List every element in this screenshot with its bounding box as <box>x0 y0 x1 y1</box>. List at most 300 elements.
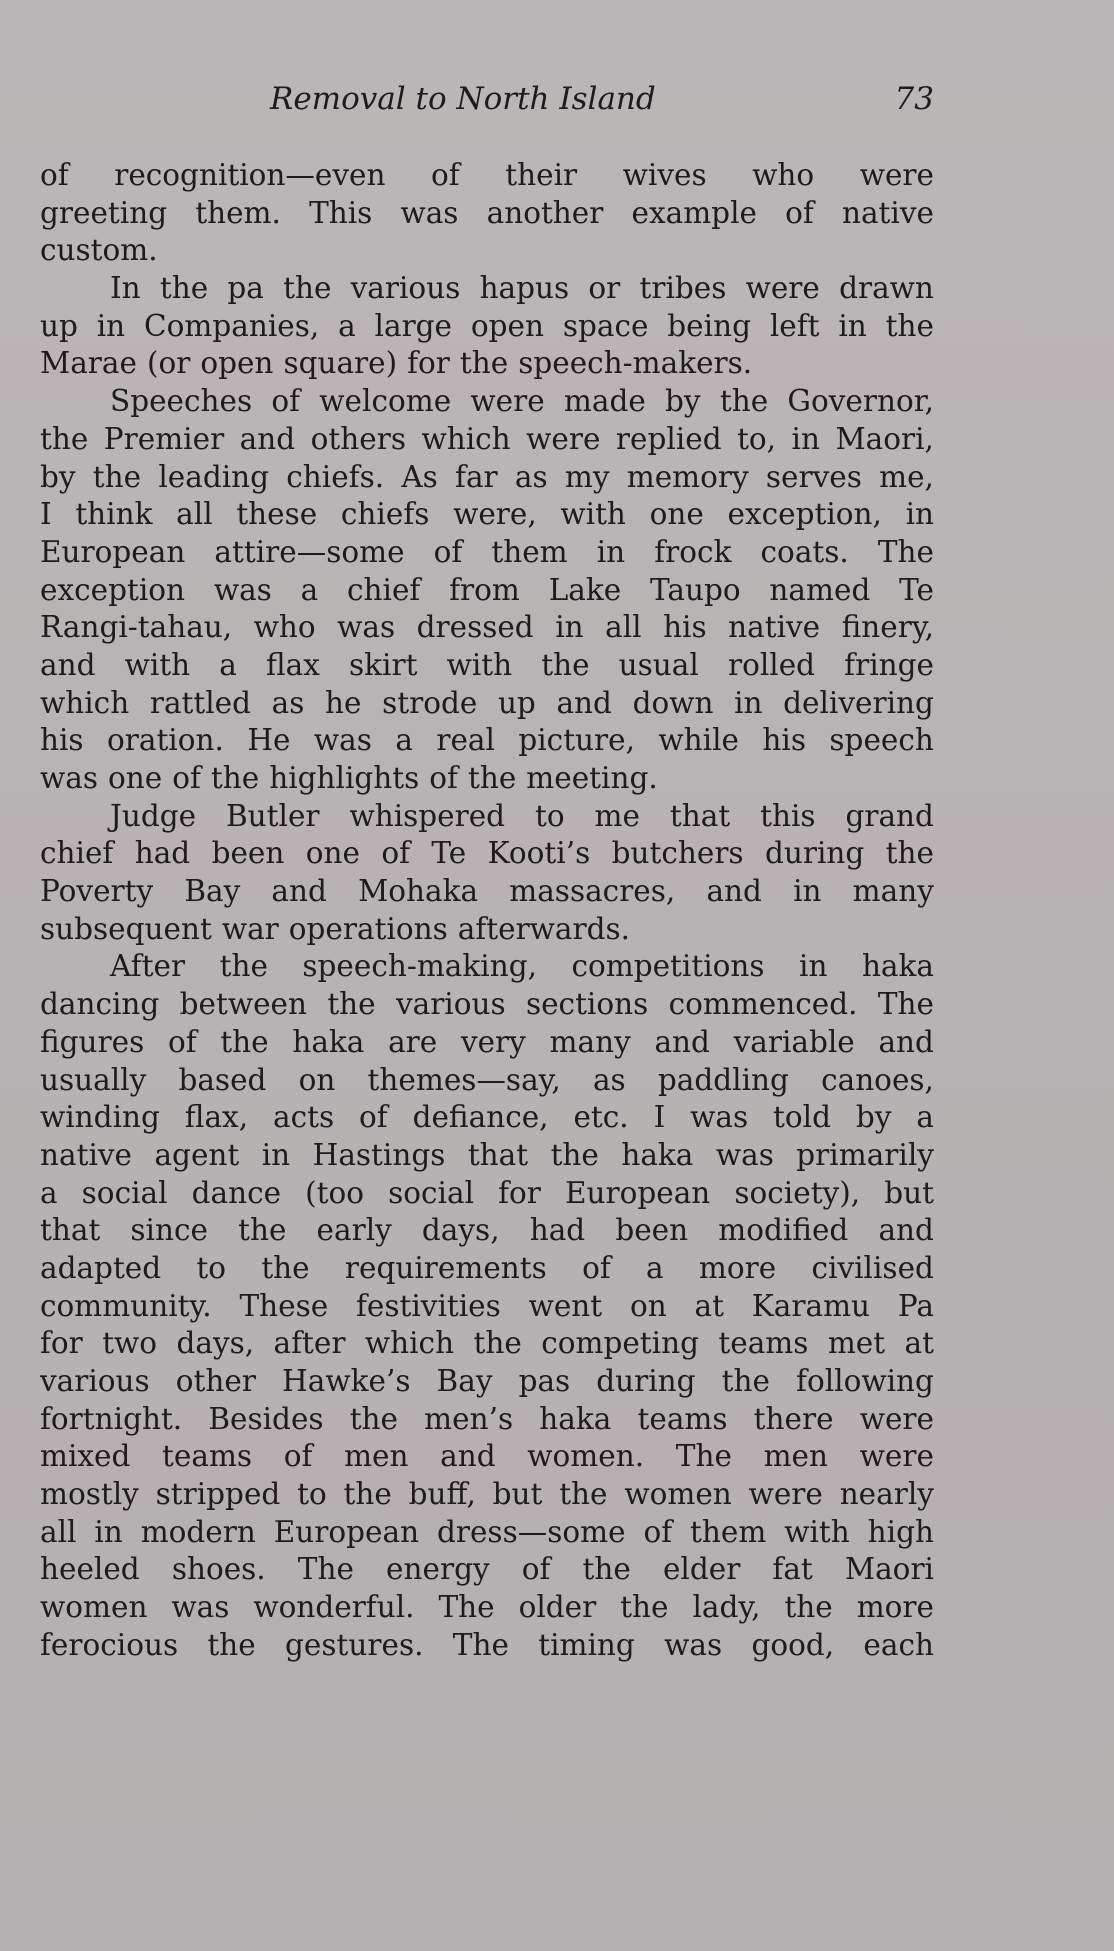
word: was <box>664 1627 723 1662</box>
word: to <box>534 798 565 833</box>
word: was <box>690 1100 749 1135</box>
word: Governor, <box>787 384 934 419</box>
word: good, <box>751 1627 835 1662</box>
word: fat <box>772 1552 813 1587</box>
word: coats. <box>760 534 849 569</box>
word: modified <box>718 1213 849 1248</box>
word: chiefs <box>340 497 430 532</box>
word: by <box>855 1100 892 1135</box>
word: in <box>734 685 763 720</box>
word: I <box>40 497 52 532</box>
word: had <box>529 1213 586 1248</box>
word: open <box>200 346 274 381</box>
word: defiance, <box>412 1100 549 1135</box>
word: met <box>827 1326 886 1361</box>
word: the <box>467 761 517 795</box>
word: modern <box>140 1514 256 1549</box>
word: The <box>297 1552 354 1587</box>
word: figures <box>40 1024 145 1059</box>
word: operations <box>288 911 448 946</box>
word: The <box>877 987 934 1022</box>
text-line <box>40 1325 934 1363</box>
word: been <box>211 836 285 871</box>
word: Butler <box>225 798 320 833</box>
word: The <box>675 1439 732 1474</box>
word: finery, <box>841 610 934 645</box>
word: during <box>764 836 865 871</box>
word: Mohaka <box>358 874 479 909</box>
word: Te <box>899 572 934 607</box>
word: This <box>309 195 373 230</box>
word: recognition—even <box>114 158 386 192</box>
word: that <box>467 1137 529 1172</box>
word: of <box>521 1552 551 1587</box>
word: timing <box>538 1627 635 1662</box>
word: their <box>505 158 578 192</box>
word: leading <box>158 459 270 494</box>
word: based <box>178 1062 267 1097</box>
word: since <box>130 1213 208 1248</box>
word: were <box>526 421 601 456</box>
word: after <box>273 1326 346 1361</box>
word: haka <box>539 1401 612 1436</box>
word: far <box>455 459 498 494</box>
word: The <box>877 534 934 569</box>
word: the <box>620 1590 669 1625</box>
word: shoes. <box>171 1552 266 1587</box>
word: memory <box>626 459 749 494</box>
word: during <box>596 1364 696 1398</box>
word: one <box>107 761 163 795</box>
word: and <box>239 421 296 456</box>
word: greeting <box>40 195 168 230</box>
word: all <box>605 610 642 645</box>
word: them. <box>195 195 281 230</box>
word: was <box>313 723 372 758</box>
word: with <box>446 647 513 682</box>
text-line <box>40 1175 934 1213</box>
word: in <box>838 308 867 343</box>
word: men <box>344 1439 409 1474</box>
word: various <box>350 271 461 306</box>
word: exception, <box>727 497 882 532</box>
text-line <box>40 383 934 421</box>
word: all <box>40 1514 77 1549</box>
text-line <box>40 1250 934 1288</box>
word: very <box>460 1024 526 1059</box>
word: rattled <box>149 685 252 720</box>
word: mixed <box>40 1439 131 1474</box>
word: pa <box>227 271 264 306</box>
word: of <box>429 761 458 795</box>
word: tribes <box>639 271 727 306</box>
text-line <box>40 1401 934 1439</box>
word: social <box>388 1175 475 1210</box>
word: teams <box>162 1439 253 1474</box>
word: Maori, <box>835 421 934 456</box>
word: custom. <box>40 233 158 268</box>
word: primarily <box>796 1137 934 1172</box>
word: strode <box>382 685 478 720</box>
word: Premier <box>103 421 225 456</box>
word: the <box>159 271 209 306</box>
word: in <box>261 1137 291 1172</box>
word: fortnight. <box>40 1401 183 1436</box>
text-line <box>40 911 934 949</box>
word: variable <box>733 1024 855 1059</box>
word: others <box>310 421 406 456</box>
word: usually <box>40 1062 147 1097</box>
word: speech-makers. <box>518 346 753 381</box>
word: older <box>518 1590 597 1625</box>
word: society), <box>734 1175 861 1210</box>
word: replied <box>615 421 722 456</box>
word: ferocious <box>40 1627 179 1662</box>
word: highlights <box>269 761 420 795</box>
word: me, <box>879 459 934 494</box>
word: to <box>297 1477 327 1512</box>
word: but <box>884 1175 934 1210</box>
word: that <box>40 1213 101 1248</box>
word: picture, <box>518 723 635 758</box>
word: native <box>728 610 821 645</box>
word: lady, <box>692 1590 761 1625</box>
word: were <box>748 1477 823 1512</box>
word: were <box>745 271 820 306</box>
word: teams <box>637 1401 728 1436</box>
word: a <box>395 723 413 758</box>
text-line <box>40 760 934 798</box>
text-line <box>40 496 934 534</box>
word: wives <box>622 158 707 192</box>
word: chiefs. <box>286 459 385 494</box>
word: requirements <box>344 1250 547 1285</box>
text-line <box>40 232 934 270</box>
text-line <box>40 685 934 723</box>
word: for <box>40 1326 83 1361</box>
text-line <box>40 986 934 1024</box>
word: the <box>238 1213 287 1248</box>
word: but <box>492 1477 543 1512</box>
word: one <box>305 836 360 871</box>
word: was <box>715 1137 774 1172</box>
word: of <box>433 534 463 569</box>
word: fringe <box>844 647 934 682</box>
word: from <box>449 572 520 607</box>
word: etc. <box>573 1100 629 1135</box>
word: Pa <box>897 1288 934 1323</box>
word: nearly <box>839 1477 934 1512</box>
text-line <box>40 534 934 572</box>
word: were, <box>453 497 537 532</box>
word: in <box>555 610 584 645</box>
word: speech <box>829 723 934 758</box>
word: was <box>171 1590 230 1625</box>
word: other <box>175 1364 256 1398</box>
word: as <box>592 1062 626 1097</box>
word: high <box>867 1514 934 1549</box>
word: wonderful. <box>253 1590 415 1625</box>
text-line <box>40 1288 934 1326</box>
word: delivering <box>783 685 934 720</box>
word: of <box>381 836 411 871</box>
text-line <box>40 572 934 610</box>
text-line <box>40 1514 934 1552</box>
word: a <box>916 1100 934 1135</box>
word: speech-making, <box>302 949 537 984</box>
word: Rangi-tahau, <box>40 610 233 645</box>
word: had <box>134 836 191 871</box>
word: dancing <box>40 987 160 1022</box>
word: in <box>94 1514 123 1549</box>
word: to <box>196 1250 227 1285</box>
word: there <box>753 1401 834 1436</box>
word: meeting. <box>526 761 658 795</box>
word: various <box>40 1364 150 1398</box>
text-line <box>40 1363 934 1401</box>
word: the <box>210 761 260 795</box>
word: As <box>401 459 438 494</box>
word: European <box>564 1175 711 1210</box>
word: competing <box>541 1326 699 1361</box>
word: being <box>667 308 751 343</box>
word: in <box>596 534 626 569</box>
word: as <box>271 685 305 720</box>
word: flax, <box>184 1100 249 1135</box>
word: of <box>167 1024 197 1059</box>
word: the <box>327 987 376 1022</box>
word: welcome <box>319 384 452 419</box>
word: of <box>172 761 201 795</box>
word: I <box>653 1100 666 1135</box>
word: his <box>762 723 806 758</box>
text-line <box>40 459 934 497</box>
word: made <box>563 384 646 419</box>
running-title: Removal to North Island <box>270 81 656 117</box>
word: European <box>273 1514 420 1549</box>
word: civilised <box>811 1250 934 1285</box>
word: the <box>283 271 332 306</box>
word: them <box>491 534 568 569</box>
word: attire—some <box>214 534 405 569</box>
word: on <box>629 1288 667 1323</box>
word: adapted <box>40 1250 162 1285</box>
word: and <box>706 874 762 909</box>
word: at <box>694 1288 724 1323</box>
word: European <box>40 534 186 569</box>
word: teams <box>718 1326 809 1361</box>
word: acts <box>272 1100 335 1135</box>
word: Kooti’s <box>487 836 591 871</box>
word: who <box>253 610 316 645</box>
word: down <box>632 685 714 720</box>
word: think <box>75 497 153 532</box>
word: in <box>799 949 828 984</box>
word: Hawke’s <box>282 1364 411 1398</box>
word: afterwards. <box>457 911 631 946</box>
word: the <box>343 1477 392 1512</box>
word: by <box>40 459 76 494</box>
word: which <box>364 1326 455 1361</box>
word: and <box>556 685 612 720</box>
word: the <box>459 346 509 381</box>
word: in <box>905 497 934 532</box>
word: this <box>760 798 816 833</box>
word: rolled <box>727 647 816 682</box>
word: the <box>550 1137 599 1172</box>
word: to, <box>737 421 777 456</box>
word: community. <box>40 1288 212 1323</box>
word: was <box>400 195 459 230</box>
word: in <box>96 308 126 343</box>
word: usual <box>618 647 699 682</box>
word: open <box>470 308 544 343</box>
word: his <box>663 610 707 645</box>
word: men <box>763 1439 829 1474</box>
word: were <box>859 158 934 192</box>
word: grand <box>845 798 934 833</box>
word: of <box>431 158 460 192</box>
word: women. <box>527 1439 645 1474</box>
word: dressed <box>416 610 534 645</box>
word: the <box>220 1024 269 1059</box>
word: in <box>791 421 820 456</box>
text-line <box>40 157 934 195</box>
word: all <box>176 497 213 532</box>
word: days, <box>421 1213 500 1248</box>
word: the <box>541 647 590 682</box>
text-line <box>40 873 934 911</box>
word: chief <box>40 836 114 871</box>
text-line <box>40 1589 934 1627</box>
word: themes—say, <box>367 1062 561 1097</box>
word: in <box>793 874 822 909</box>
word: women <box>624 1477 732 1512</box>
word: my <box>564 459 610 494</box>
word: various <box>395 987 506 1022</box>
word: In <box>110 271 141 306</box>
word: of <box>283 1439 313 1474</box>
word: the <box>582 1552 631 1587</box>
word: up <box>40 308 78 343</box>
word: canoes, <box>821 1062 934 1097</box>
word: Maori <box>844 1552 934 1587</box>
word: He <box>247 723 291 758</box>
word: winding <box>40 1100 160 1135</box>
word: buff, <box>408 1477 476 1512</box>
word: Karamu <box>751 1288 871 1323</box>
word: and <box>878 1024 934 1059</box>
word: whispered <box>349 798 506 833</box>
word: of <box>582 1250 611 1285</box>
word: that <box>669 798 731 833</box>
word: native <box>40 1137 133 1172</box>
word: me <box>594 798 640 833</box>
word: the <box>559 1477 608 1512</box>
word: flax <box>266 647 320 682</box>
word: these <box>236 497 318 532</box>
word: Besides <box>208 1401 324 1436</box>
word: the <box>885 836 934 871</box>
word: many <box>549 1024 631 1059</box>
word: and <box>271 874 327 909</box>
word: The <box>438 1590 495 1625</box>
word: a <box>219 647 237 682</box>
word: at <box>904 1326 934 1361</box>
word: who <box>752 158 815 192</box>
word: as <box>514 459 548 494</box>
word: were <box>470 384 545 419</box>
word: space <box>562 308 649 343</box>
text-line <box>40 1551 934 1589</box>
body-text <box>40 157 934 1665</box>
word: After <box>110 949 186 984</box>
word: subsequent <box>40 911 212 946</box>
word: exception <box>40 572 186 607</box>
word: haka <box>861 949 934 984</box>
word: (too <box>305 1175 365 1210</box>
text-line <box>40 1438 934 1476</box>
word: the <box>261 1250 310 1285</box>
text-line <box>40 609 934 647</box>
word: drawn <box>839 271 934 306</box>
word: were <box>859 1439 934 1474</box>
running-head <box>0 74 1114 124</box>
text-line <box>40 948 934 986</box>
word: native <box>841 195 934 230</box>
word: of <box>271 384 301 419</box>
word: on <box>298 1062 336 1097</box>
word: paddling <box>657 1062 789 1097</box>
word: commenced. <box>668 987 858 1022</box>
word: haka <box>621 1137 694 1172</box>
word: days, <box>176 1326 255 1361</box>
word: of <box>359 1100 388 1135</box>
word: which <box>40 685 130 720</box>
word: heeled <box>40 1552 140 1587</box>
word: competitions <box>571 949 765 984</box>
word: them <box>690 1514 767 1549</box>
text-line <box>40 647 934 685</box>
word: with <box>784 1514 850 1549</box>
page-number: 73 <box>894 81 934 117</box>
text-line <box>40 1627 934 1665</box>
text-line <box>40 722 934 760</box>
word: sections <box>525 987 649 1022</box>
word: frock <box>654 534 732 569</box>
word: for <box>498 1175 541 1210</box>
text-line <box>40 1099 934 1137</box>
word: was <box>337 610 396 645</box>
text-line <box>40 1476 934 1514</box>
word: was <box>213 572 272 607</box>
word: the <box>473 1326 522 1361</box>
text-line <box>40 1137 934 1175</box>
word: Te <box>431 836 467 871</box>
word: the <box>784 1590 833 1625</box>
word: the <box>885 308 934 343</box>
text-line <box>40 1212 934 1250</box>
word: Poverty <box>40 874 154 909</box>
word: of <box>643 1514 673 1549</box>
word: oration. <box>107 723 224 758</box>
word: more <box>698 1250 777 1285</box>
word: serves <box>765 459 862 494</box>
word: square) <box>283 346 398 381</box>
text-line <box>40 798 934 836</box>
word: Companies, <box>144 308 320 343</box>
word: butchers <box>611 836 744 871</box>
